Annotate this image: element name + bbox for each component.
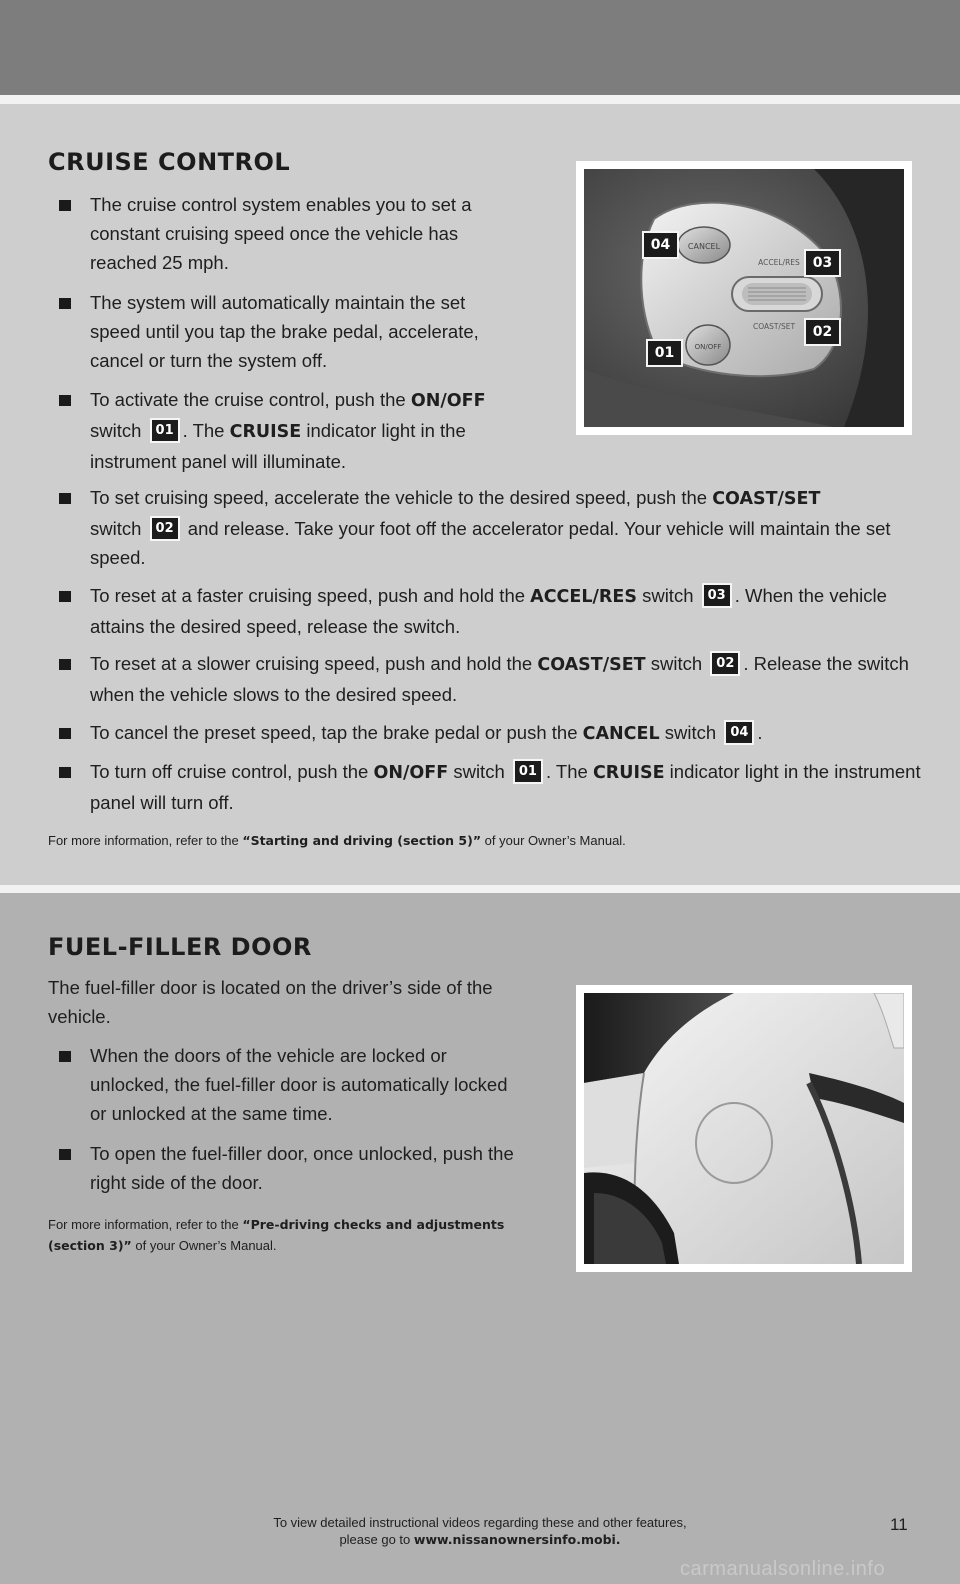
steering-wheel-photo-frame xyxy=(576,161,912,435)
callout-badge: 02 xyxy=(710,651,740,676)
svg-text:ACCEL/RES: ACCEL/RES xyxy=(758,258,800,267)
bullet-item: The system will automatically maintain the set speed until you tap the brake pedal, accelerate, cancel or turn the system off. xyxy=(90,288,520,375)
accel-res-label: ACCEL/RES xyxy=(530,587,637,607)
fuel-filler-door-section xyxy=(0,893,960,1584)
steering-wheel-cruise-switch-image xyxy=(584,169,904,427)
fuel-filler-door-image xyxy=(584,993,904,1264)
bullet-item: To reset at a faster cruising speed, push and hold the ACCEL/RES switch 03 . When the vehicle attains the desired speed, release the switch. xyxy=(90,581,925,641)
svg-text:COAST/SET: COAST/SET xyxy=(752,322,796,331)
page-number: 11 xyxy=(890,1515,908,1534)
callout-02: 02 xyxy=(804,318,841,346)
footer-url-link[interactable]: www.nissanownersinfo.mobi. xyxy=(413,1532,621,1547)
footer-text: To view detailed instructional videos regarding these and other features, please go to www.nissanownersinfo.mobi. xyxy=(273,1515,687,1547)
bullet-item: To activate the cruise control, push the ON/OFF switch 01 . The CRUISE indicator light in the instrument panel will illuminate. xyxy=(90,385,530,476)
section-title: CRUISE CONTROL xyxy=(48,148,291,176)
top-banner xyxy=(0,0,960,95)
bullet-item: To open the fuel-filler door, once unlocked, push the right side of the door. xyxy=(90,1139,530,1197)
coast-set-label: COAST/SET xyxy=(537,655,646,675)
on-off-label: ON/OFF xyxy=(410,391,486,411)
cruise-control-section xyxy=(0,104,960,885)
callout-badge: 03 xyxy=(702,583,732,608)
coast-set-label: COAST/SET xyxy=(712,489,821,509)
manual-reference-note: For more information, refer to the “Starting and driving (section 5)” of your Owner’s Manual. xyxy=(48,833,626,848)
callout-04: 04 xyxy=(642,231,679,259)
svg-text:ON/OFF: ON/OFF xyxy=(694,343,722,351)
callout-03: 03 xyxy=(804,249,841,277)
callout-01: 01 xyxy=(646,339,683,367)
bullet-item: To reset at a slower cruising speed, push and hold the COAST/SET switch 02 . Release the switch when the vehicle slows to the desired speed. xyxy=(90,649,925,709)
callout-badge: 02 xyxy=(150,516,180,541)
divider xyxy=(0,95,960,104)
section-title: FUEL-FILLER DOOR xyxy=(48,933,312,961)
callout-badge: 01 xyxy=(513,759,543,784)
bullet-item: When the doors of the vehicle are locked or unlocked, the fuel-filler door is automatically locked or unlocked at the same time. xyxy=(90,1041,520,1128)
bullet-item: To cancel the preset speed, tap the brake pedal or push the CANCEL switch 04 . xyxy=(90,718,925,749)
on-off-label: ON/OFF xyxy=(373,763,449,783)
cancel-label: CANCEL xyxy=(582,724,660,744)
divider xyxy=(0,885,960,893)
svg-text:CANCEL: CANCEL xyxy=(687,242,721,251)
intro-text: The fuel-filler door is located on the driver’s side of the vehicle. xyxy=(48,977,493,1027)
cruise-label: CRUISE xyxy=(229,422,302,442)
manual-reference-note: For more information, refer to the “Pre-driving checks and adjustments (section 3)” of your Owner’s Manual. xyxy=(48,1217,505,1253)
callout-badge: 01 xyxy=(150,418,180,443)
fuel-door-photo-frame xyxy=(576,985,912,1272)
bullet-item: The cruise control system enables you to set a constant cruising speed once the vehicle has reached 25 mph. xyxy=(90,190,520,277)
callout-badge: 04 xyxy=(724,720,754,745)
bullet-item: To turn off cruise control, push the ON/OFF switch 01 . The CRUISE indicator light in the instrument panel will turn off. xyxy=(90,757,925,817)
cruise-label: CRUISE xyxy=(592,763,665,783)
bullet-item: To set cruising speed, accelerate the vehicle to the desired speed, push the COAST/SET switch 02 and release. Take your foot off the accelerator pedal. Your vehicle will maintain the set speed. xyxy=(90,483,910,572)
watermark: carmanualsonline.info xyxy=(680,1558,886,1580)
